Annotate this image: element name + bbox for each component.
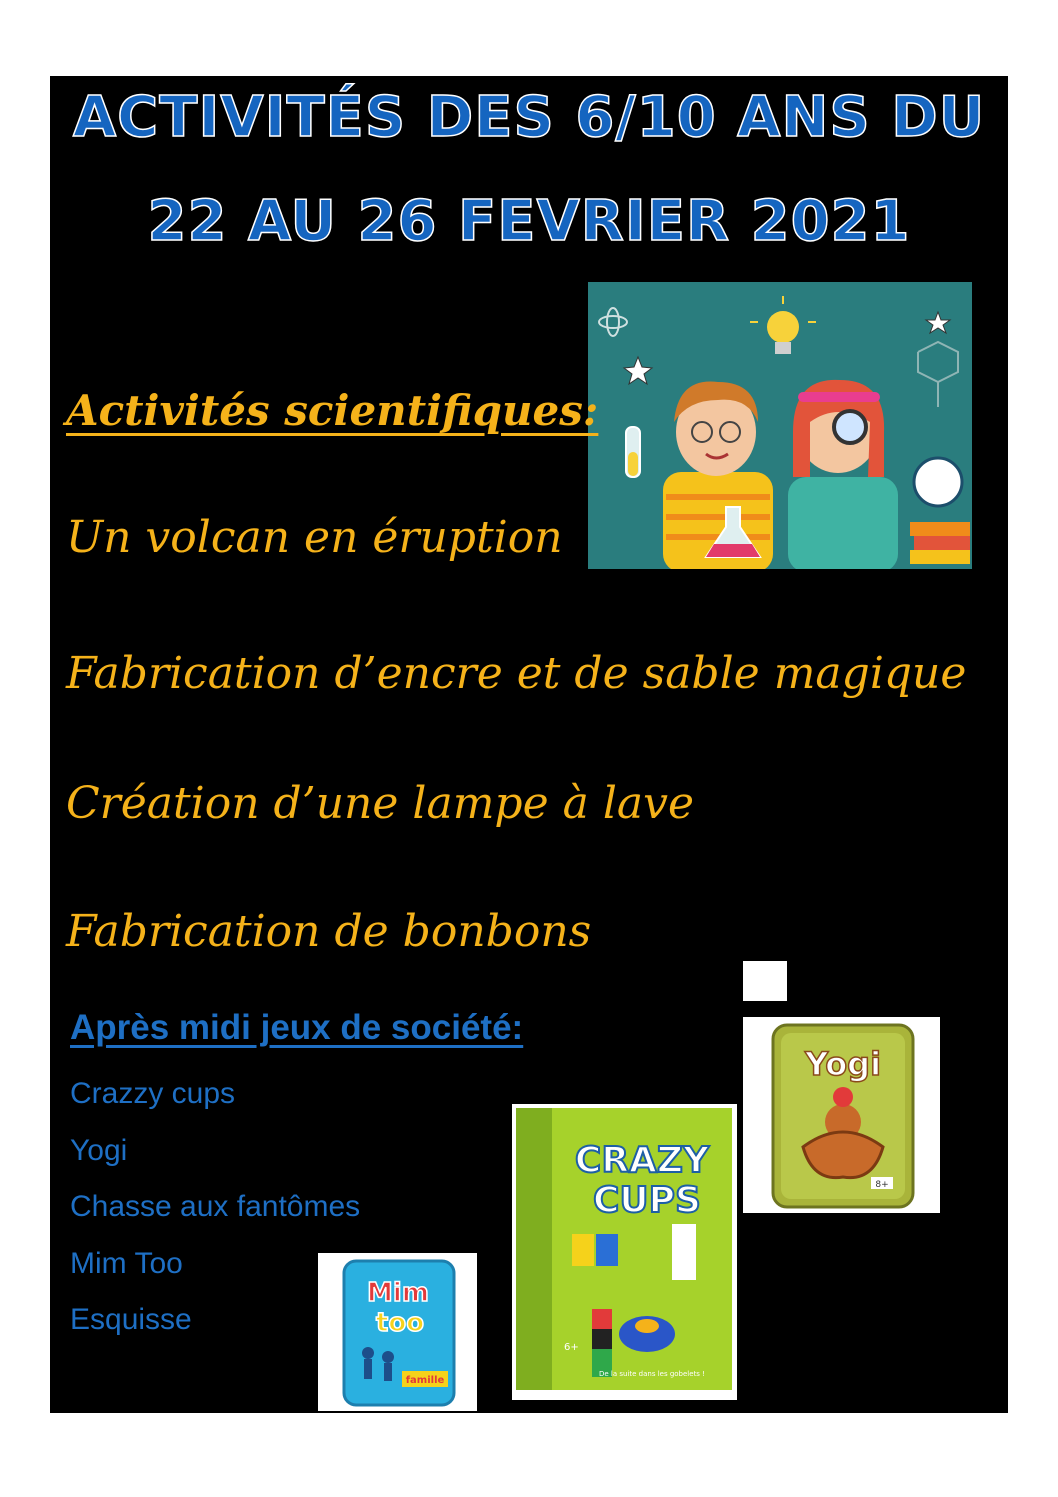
poster-title-line1: ACTIVITÉS DES 6/10 ANS DU — [72, 85, 986, 150]
blank-white-square — [743, 961, 787, 1001]
crazy-cups-tagline: De la suite dans les gobelets ! — [598, 1370, 706, 1378]
science-activity-item: Création d’une lampe à lave — [66, 778, 695, 829]
poster-title-line2: 22 AU 26 FEVRIER 2021 — [147, 189, 911, 254]
yogi-age-label: 8+ — [875, 1180, 889, 1190]
board-game-item: Chasse aux fantômes — [70, 1190, 361, 1223]
science-activity-item: Fabrication de bonbons — [66, 906, 592, 957]
mim-too-game-box-photo — [318, 1253, 477, 1411]
science-activity-item: Un volcan en éruption — [66, 512, 563, 563]
science-kids-illustration — [588, 282, 972, 569]
mim-too-title-line2: too — [375, 1308, 425, 1338]
crazy-cups-game-box-photo — [512, 1104, 737, 1400]
science-activity-item: Fabrication d’encre et de sable magique — [66, 648, 967, 699]
board-game-item: Esquisse — [70, 1303, 192, 1336]
board-game-item: Yogi — [70, 1134, 128, 1167]
board-game-item: Mim Too — [70, 1247, 183, 1280]
crazy-cups-age-label: 6+ — [564, 1342, 579, 1353]
board-game-item: Crazzy cups — [70, 1077, 236, 1110]
board-games-heading: Après midi jeux de société: — [70, 1008, 524, 1047]
crazy-cups-title-line2: CUPS — [593, 1180, 701, 1221]
yogi-game-box-photo — [743, 1017, 940, 1213]
mim-too-tag: famille — [405, 1375, 445, 1386]
science-activities-heading: Activités scientifiques: — [66, 386, 599, 435]
crazy-cups-title-line1: CRAZY — [574, 1140, 710, 1181]
mim-too-title-line1: Mim — [367, 1278, 429, 1308]
yogi-box-title: Yogi — [804, 1045, 882, 1083]
